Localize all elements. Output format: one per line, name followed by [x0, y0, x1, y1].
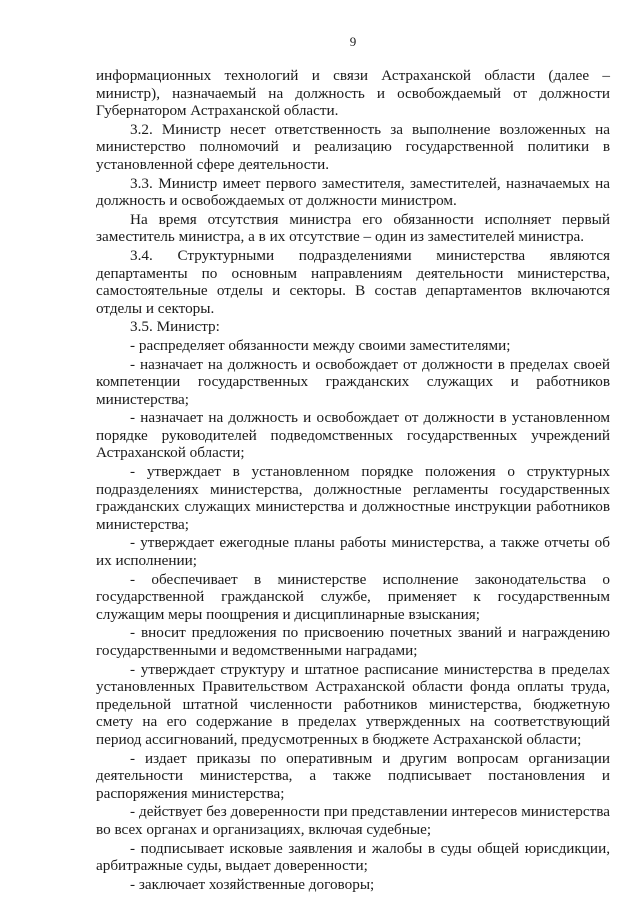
paragraph: - вносит предложения по присвоению почетных званий и награждению государственными и ведомственными наградами; — [96, 624, 610, 659]
paragraph: - заключает хозяйственные договоры; — [130, 875, 375, 893]
paragraph: - утверждает структуру и штатное расписание министерства в пределах установленных Правительством Астраханской области фонда оплаты труда, предельной штатной численности работников министерства, бюджетную смету на его содержание в пределах утвержденных на соответствующий период ассигнований, предусмотренных в бюджете Астраханской области; — [96, 660, 610, 748]
document-body — [96, 67, 610, 893]
paragraph: 3.5. Министр: — [130, 318, 220, 336]
paragraph: - назначает на должность и освобождает от должности в установленном порядке руководителей подведомственных государственных учреждений Астраханской области; — [96, 409, 610, 462]
paragraph: - утверждает в установленном порядке положения о структурных подразделениях министерства, должностные регламенты государственных гражданских служащих министерства и должностные инструкции работников министерства; — [96, 463, 610, 533]
paragraph: - издает приказы по оперативным и другим вопросам организации деятельности министерства, а также подписывает постановления и распоряжения министерства; — [96, 749, 610, 802]
paragraph: 3.4. Структурными подразделениями министерства являются департаменты по основным направлениям деятельности министерства, самостоятельные отделы и секторы. В состав департаментов включаются отделы и секторы. — [96, 246, 610, 317]
paragraph: - действует без доверенности при представлении интересов министерства во всех органах и организациях, включая судебные; — [96, 803, 610, 838]
paragraph: - распределяет обязанности между своими заместителями; — [130, 336, 511, 354]
paragraph: информационных технологий и связи Астраханской области (далее – министр), назначаемый на должность и освобождаемый от должности Губернатором Астраханской области. — [96, 67, 610, 120]
page-number: 9 — [349, 34, 357, 49]
paragraph: - назначает на должность и освобождает от должности в пределах своей компетенции государственных гражданских служащих и работников министерства; — [96, 355, 610, 408]
paragraph: - обеспечивает в министерстве исполнение законодательства о государственной гражданской службе, применяет к государственным служащим меры поощрения и дисциплинарные взыскания; — [96, 570, 610, 623]
paragraph: - утверждает ежегодные планы работы министерства, а также отчеты об их исполнении; — [96, 534, 610, 570]
paragraph: На время отсутствия министра его обязанности исполняет первый заместитель министра, а в их отсутствие – один из заместителей министра. — [96, 210, 610, 246]
paragraph: 3.2. Министр несет ответственность за выполнение возложенных на министерство полномочий и реализацию государственной политики в установленной сфере деятельности. — [96, 120, 610, 173]
paragraph: - подписывает исковые заявления и жалобы в суды общей юрисдикции, арбитражные суды, выдает доверенности; — [96, 839, 610, 875]
paragraph: 3.3. Министр имеет первого заместителя, заместителей, назначаемых на должность и освобождаемых от должности министром. — [96, 174, 610, 210]
